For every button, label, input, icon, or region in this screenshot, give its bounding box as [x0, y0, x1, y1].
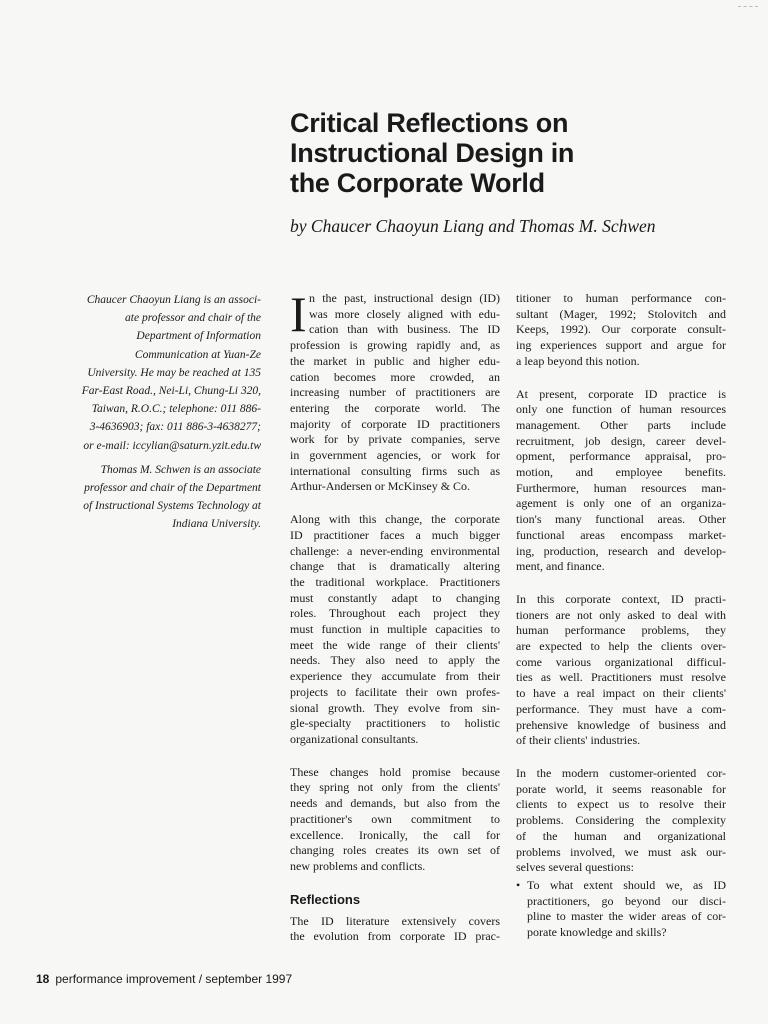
text-line: practitioners, go beyond our disci- — [527, 893, 726, 908]
text-column-2 — [516, 291, 726, 941]
article-title — [290, 108, 730, 198]
text-line: challenge: a never-ending environmental — [290, 543, 500, 558]
bio-line: Chaucer Chaoyun Liang is an associ- — [86, 294, 261, 306]
bio-line: Department of Information — [136, 330, 261, 343]
text-line: At present, corporate ID practice is — [516, 386, 726, 401]
text-line: cation than with business. The ID — [309, 322, 500, 337]
bio-line: University. He may be reached at 135 — [87, 366, 261, 379]
text-line: needs and demands, but also from the — [290, 796, 500, 811]
text-line: of their clients' industries. — [516, 733, 641, 748]
text-line: Arthur-Andersen or McKinsey & Co. — [290, 479, 471, 494]
bio-line: or e-mail: iccylian@saturn.yzit.edu.tw — [83, 439, 261, 452]
drop-cap: I — [290, 286, 307, 342]
text-line: tioners are not only asked to deal with — [516, 607, 726, 622]
text-line: roles. Throughout each project they — [290, 606, 500, 621]
text-line: recruitment, job design, career devel- — [516, 433, 726, 448]
bio-line: Taiwan, R.O.C.; telephone: 011 886- — [91, 403, 261, 416]
section-heading: Reflections — [290, 891, 361, 907]
text-line: practitioner's own commitment to — [290, 811, 500, 826]
text-line: excellence. Ironically, the call for — [290, 827, 500, 842]
text-line: a leap beyond this notion. — [516, 353, 640, 368]
paragraph — [290, 512, 500, 748]
text-line: ing, production, research and develop- — [516, 543, 726, 558]
text-line: The ID literature extensively covers — [290, 913, 500, 928]
text-line: profession is growing rapidly and, as — [290, 338, 500, 353]
author-bios — [54, 291, 261, 540]
text-line: are expected to help the clients over- — [516, 639, 726, 654]
text-line: In the modern customer-oriented cor- — [516, 765, 726, 780]
text-line: experience they accumulate from their — [290, 669, 500, 684]
text-line: agement is only one of an organiza- — [516, 496, 726, 511]
text-line: ties as well. Practitioners must resolve — [516, 670, 726, 685]
text-line: come various organizational difficul- — [516, 654, 726, 669]
text-line: Along with this change, the corporate — [290, 512, 500, 527]
text-line: of the human and organizational — [516, 828, 726, 843]
footer-text: performance improvement / september 1997 — [55, 972, 293, 986]
text-line: to have a real impact on their clients' — [516, 686, 726, 701]
paragraph — [290, 286, 500, 495]
text-line: change that is dramatically altering — [290, 559, 500, 574]
text-line: Keeps, 1992). Our corporate consult- — [516, 322, 726, 337]
text-line: Furthermore, human resources man- — [516, 480, 726, 495]
bio-line: 3-4636903; fax: 011 886-3-4638277; — [89, 421, 261, 434]
text-line: work for by private companies, serve — [290, 432, 500, 447]
text-line: new problems and conflicts. — [290, 858, 426, 873]
paragraph — [290, 914, 500, 945]
text-line: international consulting firms such as — [290, 463, 500, 478]
text-line: human performance problems, they — [516, 623, 726, 638]
text-line: entering the corporate world. The — [290, 400, 500, 415]
text-line: increasing number of practitioners are — [290, 385, 500, 400]
text-line: the traditional workplace. Practitioners — [290, 574, 500, 589]
text-line: problems involved, we must ask our- — [516, 844, 726, 859]
text-line: organizational consultants. — [290, 731, 419, 746]
text-line: in government agencies, or work for — [290, 448, 500, 463]
text-line: clients to expect us to resolve their — [516, 797, 726, 812]
text-line: must constantly adapt to changing — [290, 590, 500, 605]
text-line: meet the wide range of their clients' — [290, 637, 500, 652]
text-line: opment, performance appraisal, pro- — [516, 449, 726, 464]
text-line: titioner to human performance con- — [516, 291, 726, 305]
text-line: sultant (Mager, 1992; Stolovitch and — [516, 306, 726, 321]
bio-line: Communication at Yuan-Ze — [134, 348, 261, 361]
text-line: they spring not only from the clients' — [290, 780, 500, 795]
text-line: performance. They must have a com- — [516, 701, 726, 716]
bio-first-author — [54, 291, 261, 455]
bio-line: professor and chair of the Department — [84, 482, 261, 495]
text-line: n the past, instructional design (ID) — [309, 291, 500, 305]
paragraph — [516, 387, 726, 575]
text-line: gle-specialty practitioners to holistic — [290, 716, 500, 731]
text-line: sional growth. They evolve from sin- — [290, 700, 500, 715]
text-line: the evolution from corporate ID prac- — [290, 929, 500, 944]
text-column-1 — [290, 286, 500, 962]
text-line: management. Other parts include — [516, 417, 726, 432]
text-line: These changes hold promise because — [290, 764, 500, 779]
paragraph — [516, 766, 726, 876]
text-line: motion, and employee benefits. — [516, 465, 726, 480]
bio-line: Indiana University. — [172, 518, 261, 531]
bio-second-author — [54, 461, 261, 534]
title-line: Instructional Design in — [290, 138, 575, 168]
bio-line: Thomas M. Schwen is an associate — [100, 463, 261, 476]
title-line: the Corporate World — [290, 168, 545, 198]
text-line: tion's many functional areas. Other — [516, 512, 726, 527]
text-line: was more closely aligned with edu- — [309, 306, 500, 321]
paragraph — [516, 592, 726, 749]
text-line: projects to facilitate their own profes- — [290, 684, 500, 699]
text-line: needs. They also need to apply the — [290, 653, 500, 668]
bio-line: ate professor and chair of the — [125, 312, 261, 325]
text-line: pline to master the wider areas of cor- — [527, 909, 726, 924]
text-line: ing experiences support and argue for — [516, 338, 726, 353]
page-number: 18 — [36, 972, 50, 986]
page-footer — [36, 972, 292, 986]
text-line: ID practitioner faces a much bigger — [290, 527, 500, 542]
bullet-icon: • — [516, 877, 521, 892]
text-line: prehensive knowledge of business and — [516, 717, 726, 732]
text-line: To what extent should we, as ID — [527, 877, 726, 892]
text-line: functional areas encompass market- — [516, 527, 726, 542]
text-line: In this corporate context, ID practi- — [516, 591, 726, 606]
paragraph — [290, 765, 500, 875]
text-line: selves several questions: — [516, 860, 634, 875]
text-line: majority of corporate ID practitioners — [290, 416, 500, 431]
bio-line: Far-East Road., Nei-Li, Chung-Li 320, — [81, 385, 261, 398]
text-line: problems. Considering the complexity — [516, 813, 726, 828]
bullet-item — [516, 878, 726, 941]
text-line: changing roles creates its own set of — [290, 843, 500, 858]
text-line: the market in public and higher edu- — [290, 353, 500, 368]
text-line: porate knowledge and skills? — [527, 925, 667, 940]
bio-line: of Instructional Systems Technology at — [83, 500, 261, 513]
title-line: Critical Reflections on — [290, 108, 569, 138]
text-line: only one function of human resources — [516, 402, 726, 417]
paragraph — [516, 291, 726, 370]
text-line: ment, and finance. — [516, 559, 605, 574]
text-line: cation becomes more crowded, an — [290, 369, 500, 384]
dropcap-block — [290, 286, 500, 342]
corner-mark — [738, 6, 758, 7]
byline: by Chaucer Chaoyun Liang and Thomas M. Schwen — [290, 216, 656, 236]
text-line: porate world, it seems reasonable for — [516, 781, 726, 796]
text-line: must function in multiple capacities to — [290, 622, 500, 637]
